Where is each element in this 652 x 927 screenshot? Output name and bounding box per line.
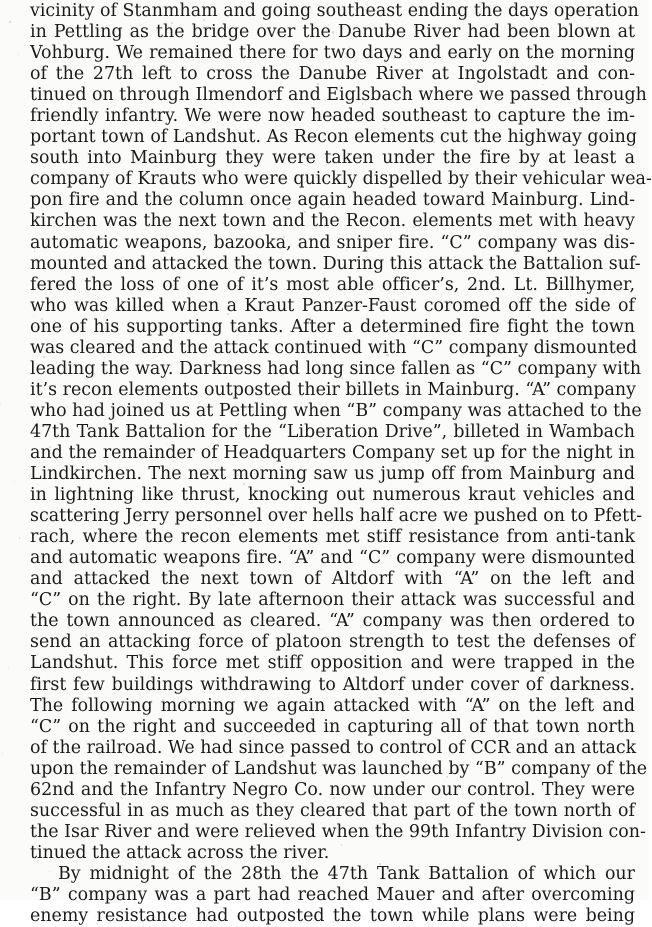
scan-speck [58,887,59,888]
scan-speck [14,481,15,482]
scan-speck [41,318,42,319]
scan-speck [412,240,414,242]
scan-speck [589,17,591,19]
scan-speck [488,404,489,405]
text-line: The following morning we again attacked with “A” on the left and [30,695,635,716]
text-line: vicinity of Stanmham and going southeast ending the days operation [30,1,639,21]
text-line: pon fire and the column once again headed toward Mainburg. Lind- [30,190,635,211]
text-line: friendly infantry. We were now headed southeast to capture the im- [30,106,635,127]
scan-speck [317,83,319,85]
scan-speck [433,141,434,142]
scan-speck [171,22,173,24]
scan-speck [455,621,457,623]
text-line: and the remainder of Headquarters Company set up for the night in [30,442,635,463]
scan-speck [232,524,233,525]
text-line: Vohburg. We remained there for two days and early on the morning [30,43,635,64]
text-line: automatic weapons, bazooka, and sniper fire. “C” company was dis- [30,232,635,253]
scan-speck [386,354,388,356]
text-line: 62nd and the Infantry Negro Co. now under our control. They were [30,779,635,800]
scan-speck [206,26,208,28]
scan-speck [194,346,195,347]
text-line: tinued the attack across the river. [30,842,330,863]
body-text [30,1,652,927]
text-line: and automatic weapons fire. “A” and “C” company were dismounted [30,548,635,569]
scan-speck [507,384,508,385]
text-line: first few buildings withdrawing to Altdorf under cover of darkness. [30,674,635,695]
scan-speck [79,291,80,292]
text-line: scattering Jerry personnel over hells half acre we pushed on to Pfett- [30,506,643,527]
text-line: send an attacking force of platoon strength to test the defenses of [30,632,635,653]
scan-speck [252,29,253,30]
text-line: upon the remainder of Landshut was launched by “B” company of the [30,758,648,779]
text-line: in lightning like thrust, knocking out numerous kraut vehicles and [30,485,635,506]
scan-speck [213,137,215,139]
text-line: it’s recon elements outposted their billets in Mainburg. “A” company [30,379,636,400]
scan-speck [254,614,255,615]
scan-speck [247,708,248,709]
scan-speck [283,236,284,237]
scan-speck [136,120,137,121]
scan-speck [606,868,607,869]
scan-speck [0,403,1,404]
scan-speck [359,508,360,509]
text-line: “C” on the right. By late afternoon their attack was successful and [30,590,635,611]
scan-speck [239,267,241,269]
scan-speck [285,77,287,79]
text-line: in Pettling as the bridge over the Danube River had been blown at [30,22,635,43]
scan-speck [106,1,107,2]
scan-speck [118,264,119,265]
text-line: enemy resistance had outposted the town while plans were being [30,906,635,927]
scan-speck [105,434,106,435]
text-line: mounted and attacked the town. During this attack the Battalion suf- [30,253,641,274]
scan-speck [340,472,342,474]
scan-speck [115,308,117,310]
scan-speck [243,483,244,484]
scan-speck [393,299,395,301]
scan-speck [34,250,35,251]
scan-speck [590,488,592,490]
scan-speck [332,31,334,33]
text-line: Landshut. This force met stiff opposition and were trapped in the [30,653,635,674]
scan-speck [149,656,150,657]
text-line: fered the loss of one of it’s most able officer’s, 2nd. Lt. Billhymer, [30,274,635,295]
scan-speck [49,871,50,872]
text-line: tinued on through Ilmendorf and Eiglsbach where we passed through [30,85,647,106]
text-line: the town announced as cleared. “A” company was then ordered to [30,611,635,632]
scan-speck [341,844,343,846]
text-line: company of Krauts who were quickly dispelled by their vehicular wea- [30,169,652,190]
scan-speck [283,750,284,751]
scan-speck [227,313,229,315]
scan-speck [400,89,401,90]
text-line: who had joined us at Pettling when “B” company was attached to the [30,400,642,421]
scan-speck [333,797,334,798]
scan-speck [197,387,198,388]
scan-speck [2,753,3,754]
scan-speck [631,557,632,558]
scan-speck [18,54,19,55]
scan-speck [596,403,598,405]
scan-speck [95,295,96,296]
text-line: portant town of Landshut. As Recon elements cut the highway going [30,127,637,148]
text-line: of the 27th left to cross the Danube River at Ingolstadt and con- [30,64,635,85]
text-line: By midnight of the 28th the 47th Tank Battalion of which our [58,863,635,884]
scan-speck [162,699,163,700]
scan-speck [346,250,347,251]
text-line: rach, where the recon elements met stiff resistance from anti-tank [30,527,635,548]
text-line: and attacked the next town of Altdorf with “A” on the left and [30,569,635,590]
scan-speck [470,762,471,763]
scan-speck [456,12,458,14]
scan-speck [271,201,272,202]
scan-speck [244,826,245,827]
text-line: the Isar River and were relieved when the 99th Infantry Division con- [30,821,646,842]
scan-speck [223,564,225,566]
scan-speck [33,315,34,316]
text-line: successful in as much as they cleared that part of the town north of [30,800,635,821]
scan-speck [410,742,412,744]
scan-speck [191,708,192,709]
scan-speck [209,320,210,321]
text-line: who was killed when a Kraut Panzer-Faust coromed off the side of [30,295,635,316]
scan-speck [238,418,239,419]
text-line: one of his supporting tanks. After a determined fire fight the town [30,316,635,337]
text-line: was cleared and the attack continued with “C” company dismounted [30,337,638,358]
scan-speck [349,47,351,49]
text-line: leading the way. Darkness had long since fallen as “C” company with [30,358,642,379]
scan-speck [9,21,11,23]
text-line: 47th Tank Battalion for the “Liberation Drive”, billeted in Wambach [30,421,635,442]
scan-speck [85,634,87,636]
scan-speck [259,679,261,681]
scan-speck [362,103,363,104]
scan-speck [203,19,205,21]
scan-speck [148,562,149,563]
scan-speck [44,167,45,168]
scan-speck [335,214,336,215]
scan-speck [365,547,366,548]
scan-speck [201,731,202,732]
scan-speck [172,856,174,858]
text-line: Lindkirchen. The next morning saw us jump off from Mainburg and [30,464,635,485]
scan-speck [494,75,496,77]
text-line: of the railroad. We had since passed to control of CCR and an attack [30,737,637,758]
scan-speck [43,356,45,358]
text-line: “C” on the right and succeeded in capturing all of that town north [30,716,635,737]
scan-speck [58,43,59,44]
scan-speck [119,589,120,590]
text-line: “B” company was a part had reached Mauer and after overcoming [30,884,635,905]
text-line: south into Mainburg they were taken under the fire by at least a [30,148,635,169]
text-line: kirchen was the next town and the Recon. elements met with heavy [30,211,635,232]
scan-speck [518,369,520,371]
scan-speck [8,668,9,669]
scan-speck [183,699,184,700]
scan-speck [50,789,51,790]
scan-speck [567,528,568,529]
scan-speck [19,537,20,538]
